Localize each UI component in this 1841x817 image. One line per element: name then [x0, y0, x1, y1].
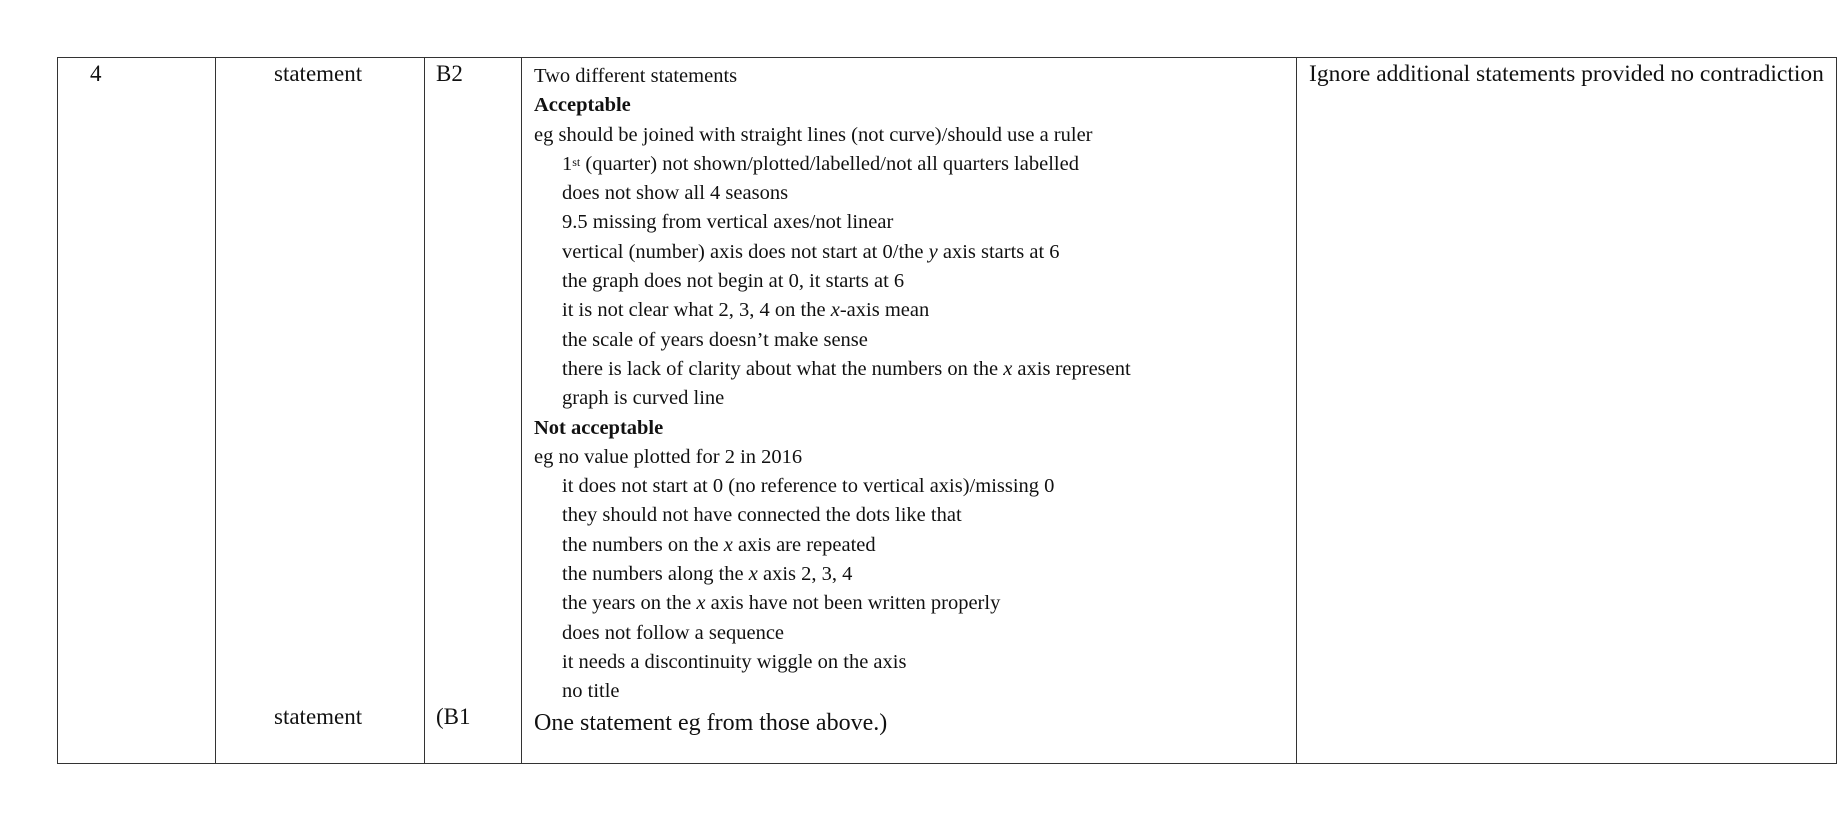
- answer-cell: [216, 58, 425, 764]
- question-number: 4: [90, 61, 102, 86]
- text-fragment: 1: [562, 152, 573, 175]
- text-fragment: axis represent: [1012, 357, 1131, 380]
- acceptable-item: [534, 296, 1286, 325]
- text-fragment: axis starts at 6: [937, 240, 1060, 263]
- not-acceptable-item: eg no value plotted for 2 in 2016: [534, 445, 803, 468]
- italic-variable: x: [1003, 357, 1013, 380]
- text-fragment: -axis mean: [839, 299, 930, 322]
- guidance-header: Two different statements: [534, 65, 738, 87]
- mark-cell: [425, 58, 522, 764]
- acceptable-item: the scale of years doesn’t make sense: [562, 328, 868, 351]
- text-fragment: there is lack of clarity about what the numbers on the: [562, 357, 1004, 380]
- italic-variable: y: [928, 240, 938, 263]
- text-fragment: axis have not been written properly: [705, 592, 1001, 615]
- not-acceptable-heading: Not acceptable: [534, 416, 664, 439]
- acceptable-item: does not show all 4 seasons: [562, 182, 789, 205]
- not-acceptable-item: [534, 560, 1286, 589]
- not-acceptable-item: it needs a discontinuity wiggle on the axis: [562, 650, 907, 673]
- mark-scheme-table: [57, 57, 1837, 764]
- text-fragment: axis 2, 3, 4: [757, 563, 853, 586]
- text-fragment: it is not clear what 2, 3, 4 on the: [562, 299, 831, 322]
- answer-top: statement: [274, 61, 363, 86]
- superscript: st: [572, 154, 581, 169]
- text-fragment: the numbers along the: [562, 563, 749, 586]
- not-acceptable-item: it does not start at 0 (no reference to vertical axis)/missing 0: [562, 475, 1055, 498]
- acceptable-item: [534, 238, 1286, 267]
- acceptable-item: the graph does not begin at 0, it starts at 6: [562, 270, 905, 293]
- text-fragment: vertical (number) axis does not start at 0/the: [562, 240, 929, 263]
- guidance-cell: [522, 58, 1297, 764]
- text-fragment: the years on the: [562, 592, 697, 615]
- italic-variable: x: [696, 592, 706, 615]
- acceptable-item: 9.5 missing from vertical axes/not linear: [562, 211, 894, 234]
- question-cell: [58, 58, 216, 764]
- italic-variable: x: [830, 299, 840, 322]
- additional-guidance-cell: [1297, 58, 1837, 764]
- text-fragment: axis are repeated: [732, 533, 876, 556]
- one-statement-guidance: One statement eg from those above.): [534, 709, 888, 736]
- italic-variable: x: [723, 533, 733, 556]
- not-acceptable-item: does not follow a sequence: [562, 621, 785, 644]
- text-fragment: (quarter) not shown/plotted/labelled/not all quarters labelled: [580, 152, 1079, 175]
- acceptable-item: graph is curved line: [562, 387, 725, 410]
- mark-bottom: (B1: [436, 704, 471, 729]
- additional-guidance: Ignore additional statements provided no contradiction: [1309, 61, 1824, 87]
- text-fragment: the numbers on the: [562, 533, 724, 556]
- mark-top: B2: [436, 61, 463, 86]
- acceptable-item: [534, 355, 1286, 384]
- answer-bottom: statement: [274, 704, 363, 729]
- not-acceptable-item: [534, 531, 1286, 560]
- acceptable-heading: Acceptable: [534, 94, 631, 117]
- not-acceptable-item: they should not have connected the dots like that: [562, 504, 962, 527]
- not-acceptable-item: no title: [562, 680, 620, 703]
- acceptable-item: eg should be joined with straight lines (not curve)/should use a ruler: [534, 123, 1093, 146]
- italic-variable: x: [748, 563, 758, 586]
- table-row: [58, 58, 1837, 764]
- not-acceptable-item: [534, 589, 1286, 618]
- acceptable-item: [534, 150, 1286, 179]
